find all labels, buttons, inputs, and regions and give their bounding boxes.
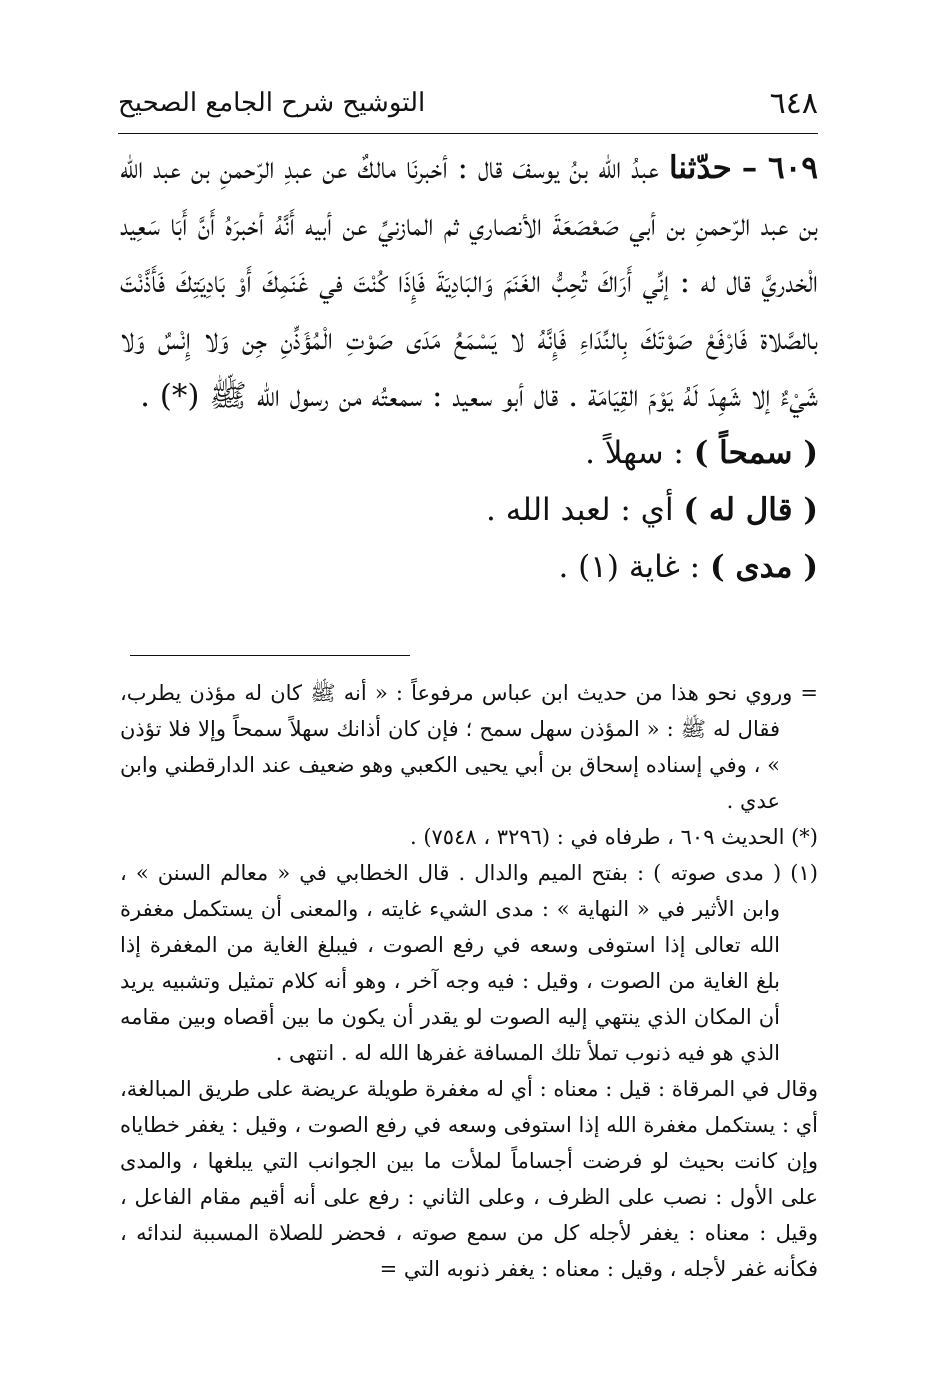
gloss-term: ( سمحاً ) <box>693 435 818 471</box>
footnote-continuation: = وروي نحو هذا من حديث ابن عباس مرفوعاً : « أنه ﷺ كان له مؤذن يطرب، فقال له ﷺ : « المؤذن سهل سمح ؛ فإن كان أذانك سهلاً سمحاً وإلا فلا تؤذن » ، وفي إسناده إسحاق بن أبي يحيى الكعبي وهو ضعيف عند الدارقطني وابن عدي . <box>120 681 818 813</box>
gloss-text: : سهلاً . <box>585 435 694 471</box>
footnote-star: (*) الحديث ٦٠٩ ، طرفاه في : (٣٢٩٦ ، ٧٥٤٨) . <box>409 825 818 849</box>
page-number: ٦٤٨ <box>769 86 818 121</box>
hadith-isnad-lead: حدّثنا <box>668 150 732 186</box>
header-rule <box>118 133 818 134</box>
gloss-text: : غاية (١) . <box>558 549 710 585</box>
page-header <box>118 86 818 126</box>
hadith-number: ٦٠٩ – <box>741 150 818 186</box>
gloss-text: أي : لعبد الله . <box>486 492 684 528</box>
gloss-line <box>120 482 818 539</box>
footnote-1: (١) ( مدى صوته ) : بفتح الميم والدال . قال الخطابي في « معالم السنن » ، وابن الأثير في « النهاية » : مدى الشيء غايته ، والمعنى أن يستكمل مغفرة الله تعالى إذا استوفى وسعه في رفع الصوت ، فيبلغ الغاية من المغفرة إذا بلغ الغاية من الصوت ، وقيل : فيه وجه آخر ، وهو أنه كلام تمثيل وتشبيه يريد أن المكان الذي ينتهي إليه الصوت لو يقدر أن يكون ما بين أقصاه وبين مقامه الذي هو فيه ذنوب تملأ تلك المسافة غفرها الله له . انتهى . <box>120 861 818 1065</box>
footnotes <box>120 675 818 1287</box>
gloss-line <box>120 425 818 482</box>
running-title: التوشيح شرح الجامع الصحيح <box>118 88 426 118</box>
footnote-1-mirqat: وقال في المرقاة : قيل : معناه : أي له مغفرة طويلة عريضة على طريق المبالغة، أي : يستكمل مغفرة الله إذا استوفى وسعه في رفع الصوت ، وقيل : يغفر خطاياه وإن كانت بحيث لو فرضت أجساماً لملأت ما بين الجوانب التي يبلغها ، والمدى على الأول : نصب على الظرف ، وعلى الثاني : رفع على أنه أقيم مقام الفاعل ، وقيل : معناه : يغفر لأجله كل من سمع صوته ، فحضر للصلاة المسببة لندائه ، فكأنه غفر لأجله ، وقيل : معناه : يغفر ذنوبه التي = <box>120 1077 818 1281</box>
main-text <box>120 140 818 596</box>
hadith-paragraph <box>120 140 818 425</box>
gloss-term: ( مدى ) <box>709 549 818 585</box>
gloss-line <box>120 539 818 596</box>
footnote-rule <box>130 655 410 656</box>
hadith-text: عبدُ الله بنُ يوسفَ قال : أخبرنَا مالكٌ عن عبدِ الرّحمنِ بن عبد الله بن عبد الرّحمنِ بن أبي صَعْصَعَةَ الأنصاري ثم المازنيِّ عن أبيه أَنَّهُ أخبرَهُ أَنَّ أَبَا سَعِيد الْخدريَّ قال له : إنِّي أَرَاكَ تُحِبُّ الغَنَمَ وَالبَادِيَةَ فَإِذَا كُنْتَ في غَنَمِكَ أَوْ بَادِيَتِكَ فَأَذَّنْتَ بالصَّلاة فَارْفَعْ صَوْتَكَ بِالنِّدَاءِ فَإِنَّهُ لا يَسْمَعُ مَدَى صَوْتِ الْمُؤَذِّنِ جِن وَلا إِنْسٌ وَلا شَيْءٌ إلا شَهِدَ لَهُ يَوْمَ القِيَامَة . قال أبو سعيد : سمعتُه من رسول الله ﷺ (*) . <box>120 150 818 414</box>
gloss-term: ( قال له ) <box>683 492 818 528</box>
